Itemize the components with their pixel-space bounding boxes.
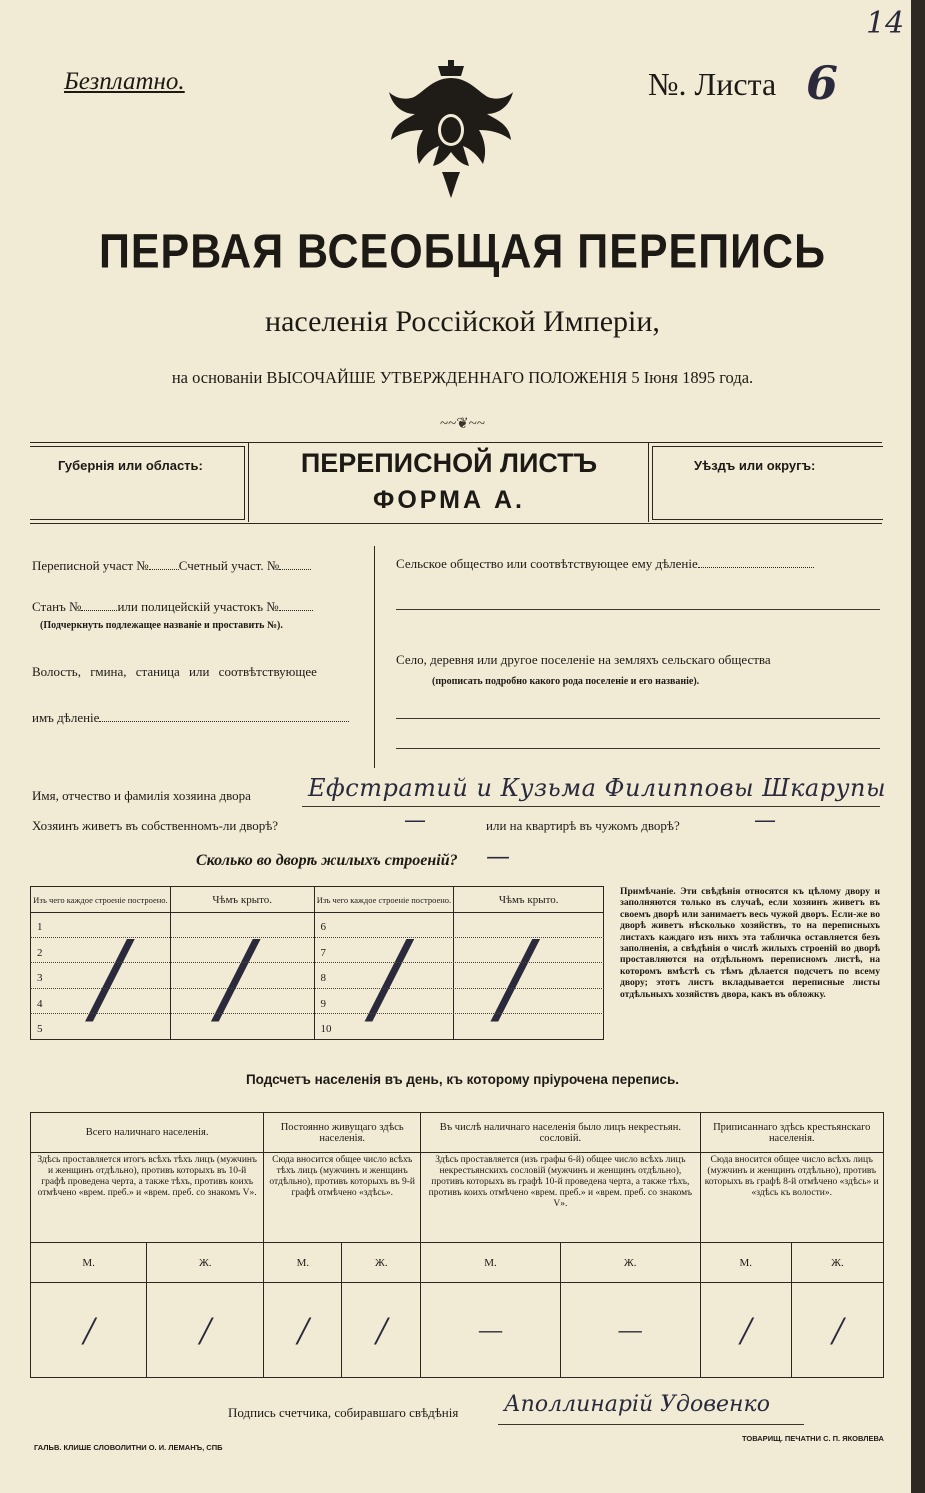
roof-right-mark: /	[498, 919, 533, 1036]
row-number: 5	[37, 1023, 43, 1035]
header-total-present: Всего наличнаго населенія.	[31, 1113, 264, 1153]
document-title: ПЕРВАЯ ВСЕОБЩАЯ ПЕРЕПИСЬ	[98, 225, 827, 279]
owner-value: Ефстратий и Кузьма Филипповы Шкарупы	[308, 774, 886, 802]
header-non-peasant: Въ числѣ наличнаго населенія было лицъ некрестьян. сословій.	[421, 1113, 700, 1153]
count-value: /	[791, 1283, 883, 1378]
buildings-question: Сколько во дворѣ жилыхъ строеній?	[196, 852, 458, 869]
owner-line	[302, 806, 880, 807]
row-numbers-left	[37, 915, 43, 1043]
page-number: 14	[866, 6, 905, 41]
double-headed-eagle-icon	[386, 60, 516, 200]
fill-note: (Подчеркнуть подлежащее названіе и проставить №).	[40, 620, 283, 631]
row-rule	[315, 988, 604, 989]
count-title: Подсчетъ населенія въ день, къ которому пріурочена перепись.	[245, 1072, 680, 1087]
count-value: —	[421, 1283, 561, 1378]
desc-total-present: Здѣсь проставляется итогъ всѣхъ тѣхъ лицъ (мужчинъ и женщинъ отдѣльно), противъ которыхъ въ 10-й графѣ проведена черта, а также тѣхъ, противъ коихъ отмѣчено «врем. преб.» и «врем. преб. со знакомъ V».	[31, 1153, 264, 1243]
header-peasant: Приписаннаго здѣсь крестьянскаго населенія.	[700, 1113, 884, 1153]
obshchestvo-line	[396, 556, 814, 572]
gubernia-label: Губернія или область:	[58, 458, 203, 473]
row-rule	[30, 937, 314, 938]
roof-left-cell	[170, 913, 314, 1040]
signature-line	[498, 1424, 804, 1425]
signature-value: Аполлинарій Удовенко	[504, 1392, 770, 1417]
roof-left-mark: /	[218, 919, 253, 1036]
row-rule	[30, 1013, 314, 1014]
desc-permanent: Сюда вносится общее число всѣхъ тѣхъ лицъ (мужчинъ и женщинъ отдѣльно), противъ которыхъ въ 9-й графѣ отмѣчено «здѣсь».	[264, 1153, 421, 1243]
material-left-cell	[31, 913, 171, 1040]
document-basis: на основаніи ВЫСОЧАЙШЕ УТВЕРЖДЕННАГО ПОЛОЖЕНІЯ 5 Іюня 1895 года.	[171, 368, 754, 387]
sex-m-header: М.	[264, 1243, 342, 1283]
count-value: /	[700, 1283, 791, 1378]
delenie-line	[32, 710, 349, 726]
count-value: /	[147, 1283, 264, 1378]
sheet-number-value: 6	[806, 56, 839, 110]
header-permanent: Постоянно живущаго здѣсь населенія.	[264, 1113, 421, 1153]
desc-non-peasant: Здѣсь проставляется (изъ графы 6-й) общее число всѣхъ лицъ некрестьянскихъ сословій (мужчинъ и женщинъ отдѣльно), противъ которыхъ въ графѣ 10-й проведена черта, а также тѣхъ, противъ коихъ отмѣчено «врем. преб.» и «врем. преб. со знакомъ V».	[421, 1153, 700, 1243]
schetny-label: Счетный участ. №	[178, 558, 280, 573]
row-number: 8	[320, 972, 327, 984]
row-number: 7	[320, 946, 327, 959]
stan-label: Станъ №	[32, 599, 82, 614]
obshchestvo-label: Сельское общество или соотвѣтствующее ему дѣленіе	[396, 556, 698, 571]
row-rule	[30, 988, 314, 989]
row-number: 4	[37, 997, 43, 1010]
row-number: 1	[37, 921, 43, 933]
uchastok-label: Переписной участ №	[32, 558, 149, 573]
sex-f-header: Ж.	[342, 1243, 421, 1283]
row-rule	[315, 962, 604, 963]
sex-f-header: Ж.	[791, 1243, 883, 1283]
roof-right-cell	[454, 913, 604, 1040]
count-value: /	[342, 1283, 421, 1378]
uezd-label: Уѣздъ или округъ:	[694, 458, 816, 473]
row-rule	[30, 962, 314, 963]
owner-lives-value: —	[404, 808, 426, 833]
count-value: —	[560, 1283, 700, 1378]
document-subtitle: населенія Россійской Имперіи,	[265, 305, 660, 338]
remark-text: Примѣчаніе. Эти свѣдѣнія относятся къ цѣлому двору и заполняются только въ случаѣ, если хозяинъ живетъ въ своемъ дворѣ или занимаетъ весь чужой дворъ. Если-же во дворѣ живетъ нѣсколько хозяйствъ, то на переписныхъ листахъ каждаго изъ нихъ эта табличка оставляется безъ заполненія, а свѣдѣнія о числѣ жилыхъ строеній во дворѣ проставляются на отдѣльномъ переписномъ листѣ, на которомъ вмѣстѣ съ тѣмъ дѣлается подсчетъ по всему двору; этотъ листъ вкладывается переписные листы отдѣльныхъ хозяйствъ двора, какъ въ обложку.	[620, 886, 880, 1000]
sex-f-header: Ж.	[560, 1243, 700, 1283]
col-material-right: Изъ чего каждое строеніе построено.	[314, 887, 454, 913]
sex-m-header: М.	[31, 1243, 147, 1283]
row-number: 2	[37, 946, 43, 959]
fields-divider	[374, 546, 375, 768]
material-right-mark: /	[372, 919, 407, 1036]
row-rule	[315, 1013, 604, 1014]
col-material-left: Изъ чего каждое строеніе построено.	[31, 887, 171, 913]
row-number: 9	[320, 997, 327, 1010]
sheet-title: ПЕРЕПИСНОЙ ЛИСТЪ	[300, 448, 598, 478]
uchastok-line	[32, 558, 311, 574]
count-value: /	[264, 1283, 342, 1378]
owner-lives-label: Хозяинъ живетъ въ собственномъ-ли дворѣ?	[32, 818, 279, 833]
delenie-label: имъ дѣленіе	[32, 710, 100, 725]
selo-label: Село, деревня или другое поселеніе на земляхъ сельскаго общества	[396, 652, 771, 667]
selo-line-2	[396, 748, 880, 749]
volost-label: Волость, гмина, станица или соотвѣтствующее	[32, 664, 317, 679]
buildings-value: —	[486, 842, 510, 870]
row-numbers-right	[321, 915, 332, 1043]
material-right-cell	[314, 913, 454, 1040]
sex-m-header: М.	[421, 1243, 561, 1283]
ornament: ~~❦~~	[439, 416, 486, 432]
population-count-table	[30, 1112, 884, 1378]
stan-line	[32, 599, 313, 615]
desc-peasant: Сюда вносится общее число всѣхъ лицъ (мужчинъ и женщинъ отдѣльно), противъ которыхъ въ графѣ 8-й отмѣчено «здѣсь» и «здѣсь къ волости».	[700, 1153, 884, 1243]
header-divider-left	[248, 442, 249, 522]
printer-right: ТОВАРИЩ. ПЕЧАТНИ С. П. ЯКОВЛЕВА	[742, 1434, 884, 1443]
owner-label: Имя, отчество и фамилія хозяина двора	[32, 788, 251, 803]
sheet-number-label: №. Листа	[648, 66, 777, 102]
col-roof-right: Чѣмъ крыто.	[454, 887, 604, 913]
obshchestvo-line-2	[396, 609, 880, 610]
scan-edge	[911, 0, 925, 1493]
sex-f-header: Ж.	[147, 1243, 264, 1283]
printer-left: ГАЛЬВ. КЛИШЕ СЛОВОЛИТНИ О. И. ЛЕМАНЪ, СПБ	[34, 1443, 223, 1452]
buildings-table	[30, 886, 604, 1040]
rent-label: или на квартирѣ въ чужомъ дворѣ?	[486, 818, 680, 833]
sex-m-header: М.	[700, 1243, 791, 1283]
rent-value: —	[754, 808, 776, 833]
form-label: ФОРМА А.	[373, 486, 525, 514]
selo-note: (прописать подробно какого рода поселеніе и его названіе).	[432, 676, 700, 687]
material-left-mark: /	[93, 919, 127, 1036]
politseisky-label: или полицейскій участокъ №	[117, 599, 279, 614]
row-rule	[315, 937, 604, 938]
row-number: 10	[320, 1023, 332, 1035]
header-divider-right	[648, 442, 649, 522]
row-number: 6	[320, 921, 327, 933]
free-label: Безплатно.	[64, 68, 185, 95]
col-roof-left: Чѣмъ крыто.	[170, 887, 314, 913]
row-number: 3	[37, 972, 43, 984]
count-value: /	[31, 1283, 147, 1378]
selo-line-1	[396, 718, 880, 719]
signature-label: Подпись счетчика, собиравшаго свѣдѣнія	[228, 1405, 459, 1420]
